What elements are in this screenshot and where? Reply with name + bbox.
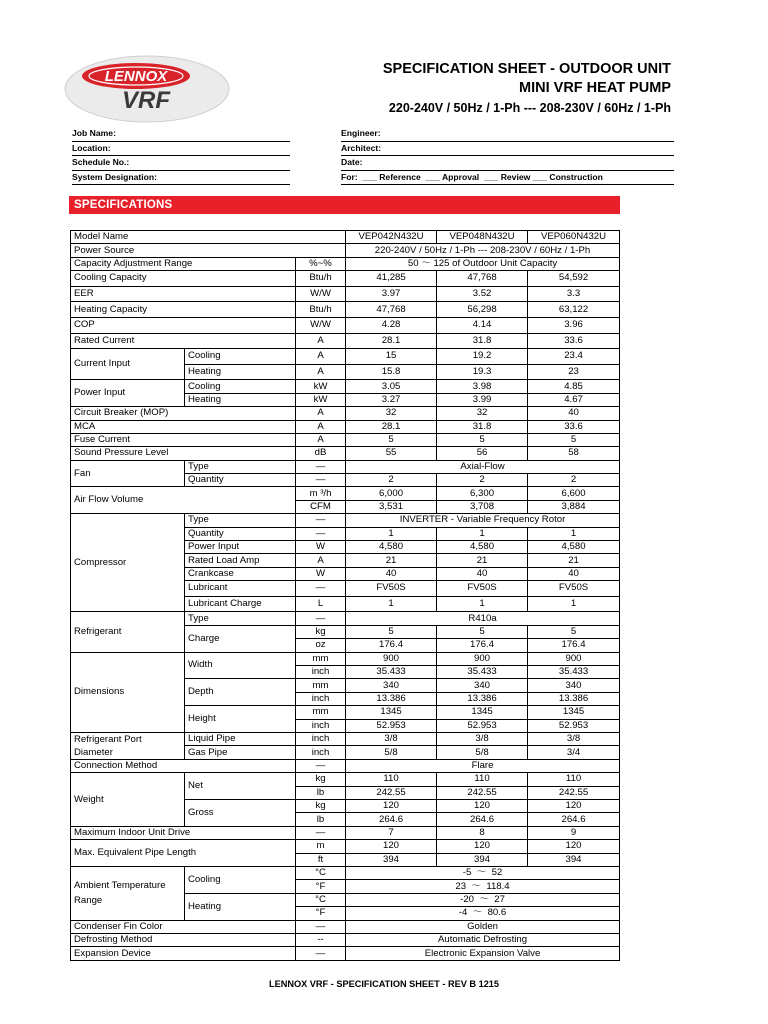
table-row [71,433,620,446]
cell-value: R410a [346,612,620,625]
table-row [71,652,620,665]
row-label: Dimensions [71,652,185,732]
table-row [71,612,620,625]
cell-value: 264.6 [437,813,528,826]
cell-value: 35.433 [346,665,437,678]
cell-value: -5 ～ 52 [346,867,620,880]
sub-label: Heating [185,364,296,380]
cell-value: 23.4 [528,349,620,365]
cell-value: 176.4 [528,639,620,652]
cell-value: 9 [528,826,620,839]
cell-value: 21 [437,554,528,567]
cell-value: 120 [437,800,528,813]
unit-cell: W [296,541,346,554]
cell-value: 33.6 [528,420,620,433]
sub-label: Gross [185,800,296,827]
cell-value: 900 [346,652,437,665]
unit-cell: -- [296,933,346,946]
unit-cell: — [296,947,346,960]
table-row [71,420,620,433]
cell-value: 120 [346,800,437,813]
row-label: Defrosting Method [71,933,296,946]
cell-value: 5/8 [437,746,528,760]
unit-cell: kW [296,380,346,393]
sub-label: Quantity [185,474,296,487]
cell-value: 40 [437,567,528,580]
cell-value: 32 [437,407,528,420]
table-row [71,333,620,349]
unit-cell: — [296,581,346,597]
unit-cell: A [296,420,346,433]
row-label: Connection Method [71,759,296,772]
cell-value: 52.953 [346,719,437,732]
cell-value: 33.6 [528,333,620,349]
cell-value: 4.67 [528,393,620,406]
cell-value: 120 [528,800,620,813]
cell-value: 4.28 [346,317,437,333]
cell-value: 242.55 [437,786,528,799]
table-row [71,920,620,933]
page-subtitle: MINI VRF HEAT PUMP [519,80,671,96]
cell-value: 3/8 [346,732,437,746]
row-label: Power Input [71,380,185,407]
unit-cell: — [296,460,346,473]
title-block [383,60,671,118]
cell-value: 2 [528,474,620,487]
unit-cell: mm [296,706,346,719]
cell-value: 3.27 [346,393,437,406]
cell-value: -20 ～ 27 [346,893,620,906]
cell-value: 120 [437,840,528,853]
unit-cell: Btu/h [296,271,346,287]
cell-value: 110 [437,773,528,786]
cell-value: 21 [346,554,437,567]
cell-value: Automatic Defrosting [346,933,620,946]
cell-value: 55 [346,447,437,460]
unit-cell: oz [296,639,346,652]
cell-value: 54,592 [528,271,620,287]
cell-value: 13.386 [437,692,528,705]
unit-cell: inch [296,746,346,760]
row-label: Fuse Current [71,433,296,446]
unit-cell: lb [296,786,346,799]
cell-value: 56,298 [437,302,528,318]
table-row [71,447,620,460]
cell-value: 1345 [528,706,620,719]
table-row [71,286,620,302]
sub-label: Height [185,706,296,733]
cell-value: 5 [437,625,528,638]
cell-value: Electronic Expansion Valve [346,947,620,960]
cell-value: 4,580 [528,541,620,554]
unit-cell: — [296,514,346,527]
sub-label: Depth [185,679,296,706]
unit-cell: °F [296,907,346,920]
cell-value: 40 [346,567,437,580]
spec-table [70,230,620,961]
sub-label: Net [185,773,296,800]
row-label: Compressor [71,514,185,612]
table-row [71,759,620,772]
cell-value: 40 [528,567,620,580]
cell-value: 1345 [437,706,528,719]
logo-brand-text: LENNOX [104,68,168,85]
row-label: Fan [71,460,185,487]
cell-value: 264.6 [346,813,437,826]
cell-value: 3.97 [346,286,437,302]
lennox-vrf-logo [64,54,230,124]
model-name: VEP048N432U [437,231,528,244]
table-row [71,380,620,393]
sub-label: Gas Pipe [185,746,296,760]
cell-value: 3.99 [437,393,528,406]
unit-cell: — [296,612,346,625]
logo-sub-text: VRF [122,87,170,114]
cell-value: 21 [528,554,620,567]
unit-cell: A [296,349,346,365]
cell-value: 6,600 [528,487,620,500]
cell-value: 41,285 [346,271,437,287]
unit-cell: Btu/h [296,302,346,318]
unit-cell: ft [296,853,346,866]
unit-cell: kg [296,773,346,786]
table-row [71,317,620,333]
cell-value: FV50S [437,581,528,597]
row-label: Rated Current [71,333,296,349]
row-label: Current Input [71,349,185,380]
sub-label: Quantity [185,527,296,540]
row-label: Circuit Breaker (MOP) [71,407,296,420]
table-row [71,302,620,318]
unit-cell: lb [296,813,346,826]
cell-value: 5/8 [346,746,437,760]
unit-cell: W/W [296,317,346,333]
unit-cell: inch [296,732,346,746]
sub-label: Cooling [185,349,296,365]
cell-value: 3.05 [346,380,437,393]
table-row [71,826,620,839]
cell-value: 394 [437,853,528,866]
row-label: Condenser Fin Color [71,920,296,933]
unit-cell: °C [296,893,346,906]
cell-value: 1 [528,527,620,540]
row-label: Sound Pressure Level [71,447,296,460]
cell-value: 52.953 [528,719,620,732]
cell-value: 63,122 [528,302,620,318]
row-label: Ambient Temperature Range [71,867,185,921]
sub-label: Charge [185,625,296,652]
table-row [71,732,620,746]
unit-cell: °F [296,880,346,893]
unit-cell: A [296,554,346,567]
cell-value: 340 [528,679,620,692]
date-field: Date: [341,156,674,171]
cell-value: 8 [437,826,528,839]
cell-value: 28.1 [346,420,437,433]
cell-value: 15.8 [346,364,437,380]
row-label: MCA [71,420,296,433]
row-label: Refrigerant Port Diameter [71,732,185,759]
sub-label: Lubricant [185,581,296,597]
cell-value: 176.4 [346,639,437,652]
row-label: Air Flow Volume [71,487,296,514]
row-label: Power Source [71,244,346,257]
cell-value: 3.96 [528,317,620,333]
unit-cell: kg [296,625,346,638]
cell-value: 47,768 [346,302,437,318]
row-label: Expansion Device [71,947,296,960]
unit-cell: — [296,474,346,487]
cell-value: 6,300 [437,487,528,500]
sub-label: Power Input [185,541,296,554]
cell-value: 3.52 [437,286,528,302]
unit-cell: — [296,759,346,772]
table-row [71,257,620,270]
unit-cell: kW [296,393,346,406]
cell-value: 31.8 [437,420,528,433]
unit-cell: inch [296,692,346,705]
row-label: EER [71,286,296,302]
cell-value: 6,000 [346,487,437,500]
cell-value: INVERTER - Variable Frequency Rotor [346,514,620,527]
cell-value: 23 [528,364,620,380]
row-label: Maximum Indoor Unit Drive [71,826,296,839]
unit-cell: A [296,433,346,446]
sub-label: Type [185,460,296,473]
unit-cell: W/W [296,286,346,302]
sub-label: Type [185,612,296,625]
unit-cell: %~% [296,257,346,270]
model-name: VEP060N432U [528,231,620,244]
sub-label: Heating [185,893,296,920]
job-info-right [341,127,674,185]
cell-value: 47,768 [437,271,528,287]
for-field: For: ___ Reference ___ Approval ___ Review ___ Construction [341,171,674,186]
cell-value: 32 [346,407,437,420]
table-row [71,244,620,257]
cell-value: 5 [528,433,620,446]
cell-value: 7 [346,826,437,839]
cell-value: 13.386 [346,692,437,705]
cell-value: 3.98 [437,380,528,393]
cell-value: FV50S [528,581,620,597]
cell-value: 4.85 [528,380,620,393]
cell-value: 1 [437,527,528,540]
table-row [71,933,620,946]
cell-value: 19.3 [437,364,528,380]
cell-value: 176.4 [437,639,528,652]
unit-cell: mm [296,652,346,665]
row-label: Cooling Capacity [71,271,296,287]
sub-label: Crankcase [185,567,296,580]
table-row [71,514,620,527]
cell-value: 15 [346,349,437,365]
unit-cell: m [296,840,346,853]
page-title: SPECIFICATION SHEET - OUTDOOR UNIT [382,61,671,77]
cell-value: 35.433 [437,665,528,678]
sub-label: Width [185,652,296,679]
cell-value: 394 [346,853,437,866]
sub-label: Liquid Pipe [185,732,296,746]
cell-value: 13.386 [528,692,620,705]
cell-value: 3/8 [437,732,528,746]
cell-value: 3,708 [437,500,528,513]
unit-cell: — [296,527,346,540]
sub-label: Cooling [185,867,296,894]
cell-value: 3,531 [346,500,437,513]
table-row [71,867,620,880]
cell-value: 1 [346,596,437,612]
table-row [71,349,620,365]
schedule-field: Schedule No.: [72,156,290,171]
cell-value: 3.3 [528,286,620,302]
unit-cell: A [296,407,346,420]
cell-value: 35.433 [528,665,620,678]
cell-value: 19.2 [437,349,528,365]
cell-value: 58 [528,447,620,460]
cell-value: 2 [437,474,528,487]
cell-value: 50 ～ 125 of Outdoor Unit Capacity [346,257,620,270]
cell-value: 3,884 [528,500,620,513]
cell-value: 5 [528,625,620,638]
unit-cell: — [296,826,346,839]
cell-value: 3/8 [528,732,620,746]
table-row [71,947,620,960]
cell-value: 220-240V / 50Hz / 1-Ph --- 208-230V / 60Hz / 1-Ph [346,244,620,257]
unit-cell: — [296,920,346,933]
cell-value: 5 [346,433,437,446]
row-label: Heating Capacity [71,302,296,318]
sub-label: Heating [185,393,296,406]
engineer-field: Engineer: [341,127,674,142]
cell-value: 28.1 [346,333,437,349]
unit-cell: W [296,567,346,580]
cell-value: 4,580 [437,541,528,554]
unit-cell: °C [296,867,346,880]
cell-value: 56 [437,447,528,460]
sub-label: Cooling [185,380,296,393]
voltage-line: 220-240V / 50Hz / 1-Ph --- 208-230V / 60Hz / 1-Ph [388,101,671,115]
row-label: Max. Equivalent Pipe Length [71,840,296,867]
cell-value: 1345 [346,706,437,719]
table-row [71,271,620,287]
architect-field: Architect: [341,142,674,157]
cell-value: 4.14 [437,317,528,333]
cell-value: 2 [346,474,437,487]
cell-value: 900 [437,652,528,665]
table-row [71,460,620,473]
unit-cell: inch [296,665,346,678]
cell-value: 120 [528,840,620,853]
cell-value: 40 [528,407,620,420]
row-label: Weight [71,773,185,827]
location-field: Location: [72,142,290,157]
table-row [71,487,620,500]
cell-value: 52.953 [437,719,528,732]
cell-value: 340 [437,679,528,692]
page-footer: LENNOX VRF - SPECIFICATION SHEET - REV B 1215 [268,979,500,989]
cell-value: 23 ～ 118.4 [346,880,620,893]
unit-cell: CFM [296,500,346,513]
table-row [71,407,620,420]
cell-value: 1 [437,596,528,612]
unit-cell: mm [296,679,346,692]
cell-value: 31.8 [437,333,528,349]
cell-value: 120 [346,840,437,853]
cell-value: 1 [346,527,437,540]
cell-value: 264.6 [528,813,620,826]
unit-cell: L [296,596,346,612]
cell-value: 900 [528,652,620,665]
cell-value: Axial-Flow [346,460,620,473]
table-row [71,773,620,786]
cell-value: 1 [528,596,620,612]
job-name-field: Job Name: [72,127,290,142]
unit-cell: m ³/h [296,487,346,500]
cell-value: 242.55 [528,786,620,799]
cell-value: 110 [528,773,620,786]
unit-cell: A [296,364,346,380]
sub-label: Rated Load Amp [185,554,296,567]
sub-label: Lubricant Charge [185,596,296,612]
specifications-header: SPECIFICATIONS [69,196,620,214]
system-designation-field: System Designation: [72,171,290,186]
cell-value: 4,580 [346,541,437,554]
unit-cell: dB [296,447,346,460]
unit-cell: inch [296,719,346,732]
row-label: Refrigerant [71,612,185,652]
row-label: COP [71,317,296,333]
cell-value: Golden [346,920,620,933]
cell-value: 110 [346,773,437,786]
cell-value: 340 [346,679,437,692]
cell-value: -4 ～ 80.6 [346,907,620,920]
cell-value: 5 [346,625,437,638]
row-label: Capacity Adjustment Range [71,257,296,270]
job-info-left [72,127,290,185]
unit-cell: kg [296,800,346,813]
cell-value: Flare [346,759,620,772]
cell-value: 5 [437,433,528,446]
cell-value: 394 [528,853,620,866]
table-row [71,231,620,244]
sub-label: Type [185,514,296,527]
unit-cell: A [296,333,346,349]
row-label: Model Name [71,231,346,244]
model-name: VEP042N432U [346,231,437,244]
cell-value: 242.55 [346,786,437,799]
cell-value: 3/4 [528,746,620,760]
table-row [71,840,620,853]
cell-value: FV50S [346,581,437,597]
